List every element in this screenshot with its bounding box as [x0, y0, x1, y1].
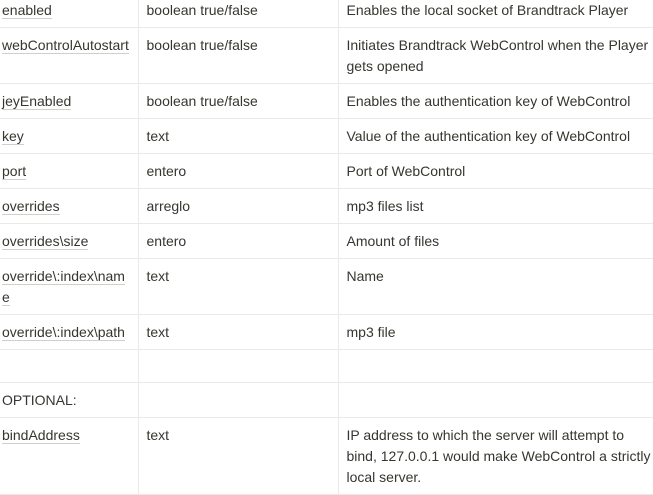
row-key: overrides\size	[2, 233, 89, 249]
row-type: boolean true/false	[138, 28, 338, 84]
row-type: arreglo	[138, 189, 338, 224]
table-row	[0, 154, 653, 189]
row-key: override\:index\path	[2, 324, 125, 340]
row-type: text	[138, 418, 338, 495]
row-description: IP address to which the server will attempt to bind, 127.0.0.1 would make WebControl a strictly local server.	[338, 418, 653, 495]
row-key: webControlAutostart	[2, 37, 129, 53]
row-type	[138, 350, 338, 383]
optional-label: OPTIONAL:	[2, 392, 77, 408]
row-key: enabled	[2, 2, 52, 18]
row-key: port	[2, 163, 27, 179]
row-type: text	[138, 259, 338, 315]
empty-row	[0, 350, 653, 383]
table-row	[0, 0, 653, 28]
row-description: Enables the authentication key of WebControl	[338, 84, 653, 119]
row-type: entero	[138, 154, 338, 189]
table-row	[0, 315, 653, 350]
row-type: text	[138, 119, 338, 154]
row-description: Initiates Brandtrack WebControl when the Player gets opened	[338, 28, 653, 84]
row-type	[138, 383, 338, 418]
row-description: Name	[338, 259, 653, 315]
row-description: Amount of files	[338, 224, 653, 259]
row-key: overrides	[2, 198, 60, 214]
row-description: Port of WebControl	[338, 154, 653, 189]
row-key: jeyEnabled	[2, 93, 72, 109]
row-key: bindAddress	[2, 427, 80, 443]
row-type: boolean true/false	[138, 0, 338, 28]
table-row	[0, 418, 653, 495]
row-type: entero	[138, 224, 338, 259]
row-description: Value of the authentication key of WebControl	[338, 119, 653, 154]
row-key: override\:index\name	[2, 268, 125, 305]
table-row	[0, 119, 653, 154]
row-type: boolean true/false	[138, 84, 338, 119]
row-description	[338, 383, 653, 418]
row-type: text	[138, 315, 338, 350]
table-row	[0, 189, 653, 224]
table-row	[0, 84, 653, 119]
row-description: Enables the local socket of Brandtrack Player	[338, 0, 653, 28]
table-row	[0, 224, 653, 259]
table-row	[0, 28, 653, 84]
row-description: mp3 file	[338, 315, 653, 350]
row-description	[338, 350, 653, 383]
row-key: key	[2, 128, 24, 144]
table-row	[0, 259, 653, 315]
section-row	[0, 383, 653, 418]
row-description: mp3 files list	[338, 189, 653, 224]
